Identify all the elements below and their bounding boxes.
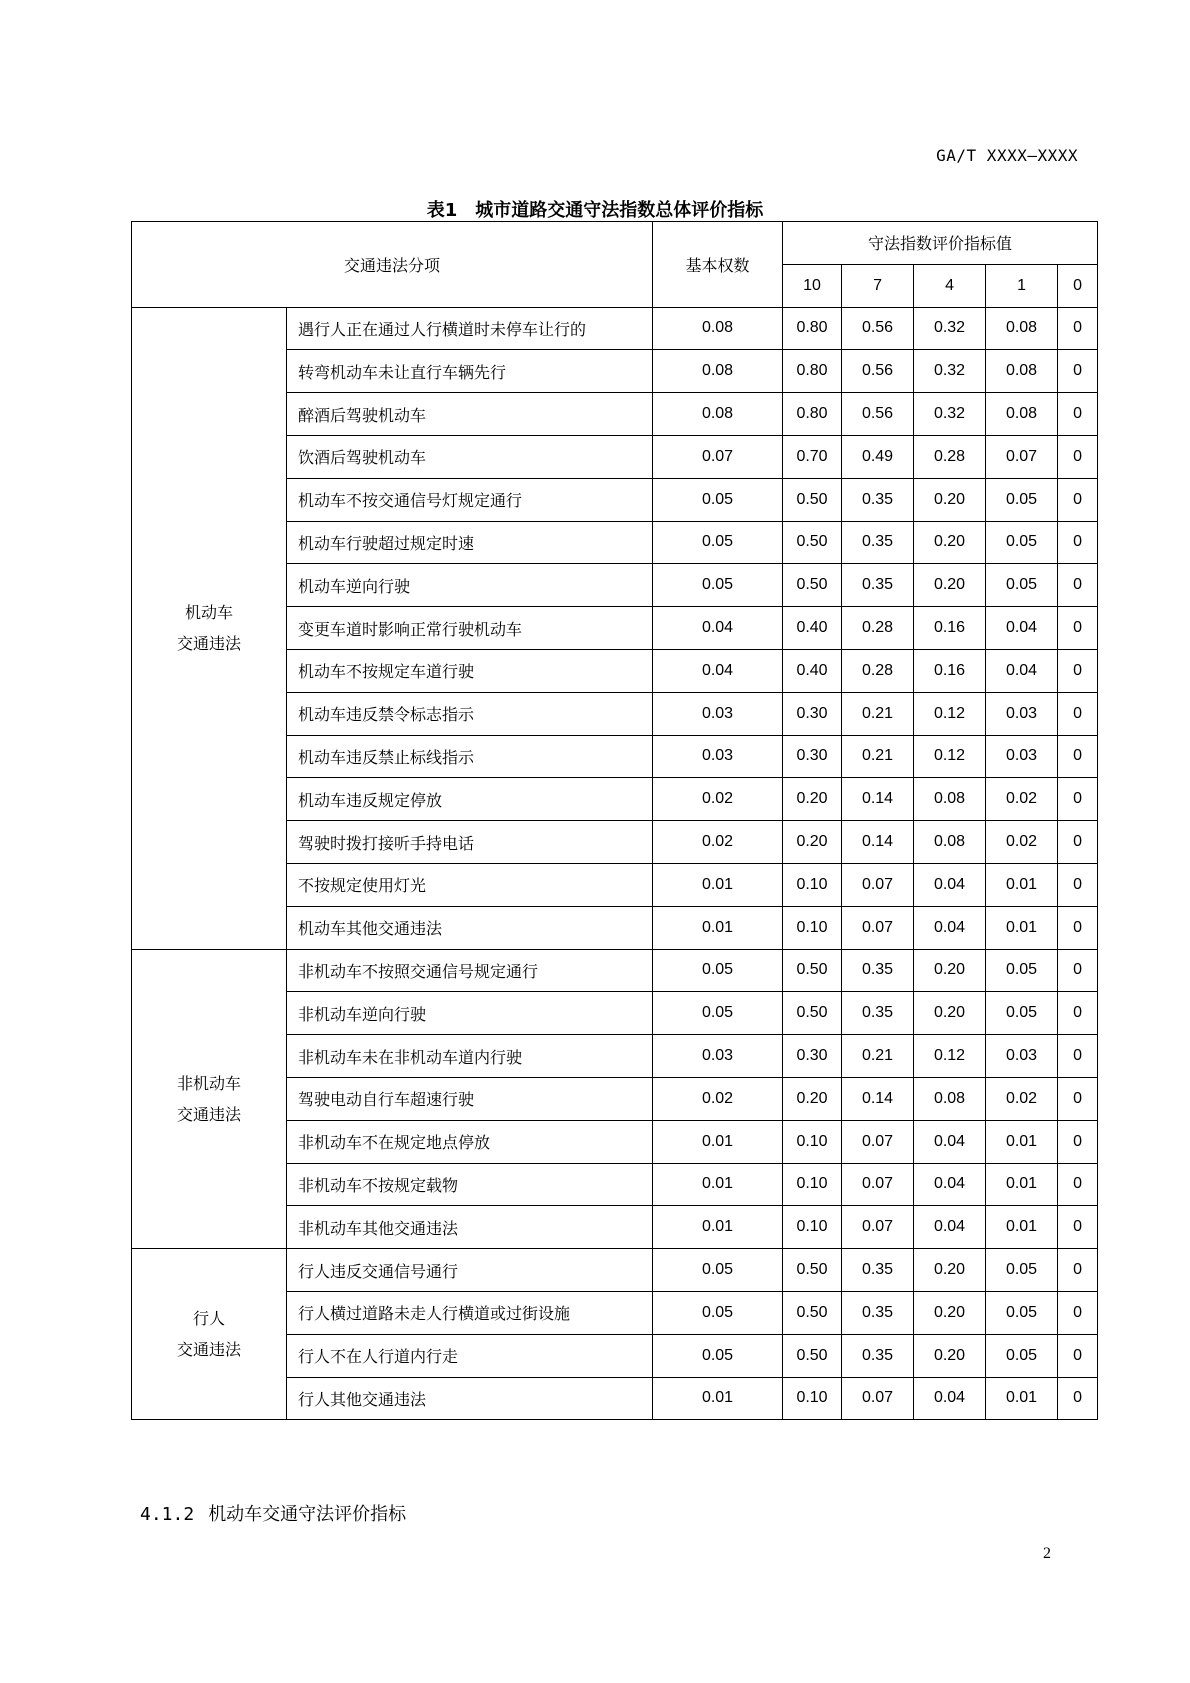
index-value-cell: 0.50 [783,1334,842,1377]
weight-cell: 0.08 [653,307,783,350]
violation-item-cell: 行人不在人行道内行走 [287,1334,653,1377]
index-value-cell: 0.56 [842,307,914,350]
index-value-cell: 0.01 [986,863,1058,906]
weight-cell: 0.02 [653,778,783,821]
index-value-cell: 0.35 [842,949,914,992]
index-value-cell: 0.70 [783,435,842,478]
index-value-cell: 0.56 [842,393,914,436]
weight-cell: 0.04 [653,607,783,650]
column-header-level: 4 [914,264,986,307]
index-value-cell: 0.80 [783,393,842,436]
weight-cell: 0.04 [653,649,783,692]
index-value-cell: 0.07 [842,1163,914,1206]
index-value-cell: 0.05 [986,478,1058,521]
index-value-cell: 0.10 [783,1163,842,1206]
violation-item-cell: 机动车逆向行驶 [287,564,653,607]
weight-cell: 0.05 [653,1291,783,1334]
violation-item-cell: 机动车违反规定停放 [287,778,653,821]
index-value-cell: 0 [1058,735,1098,778]
violation-item-cell: 驾驶时拨打接听手持电话 [287,821,653,864]
index-value-cell: 0 [1058,1334,1098,1377]
category-label-line1: 机动车 [184,603,233,623]
column-header-level: 1 [986,264,1058,307]
index-value-cell: 0.10 [783,863,842,906]
index-value-cell: 0.49 [842,435,914,478]
weight-cell: 0.02 [653,1077,783,1120]
index-value-cell: 0.04 [986,649,1058,692]
violation-item-cell: 变更车道时影响正常行驶机动车 [287,607,653,650]
violation-item-cell: 转弯机动车未让直行车辆先行 [287,350,653,393]
index-value-cell: 0.16 [914,607,986,650]
index-value-cell: 0.07 [842,906,914,949]
violation-item-cell: 机动车不按规定车道行驶 [287,649,653,692]
index-value-cell: 0.05 [986,1291,1058,1334]
index-value-cell: 0 [1058,607,1098,650]
index-value-cell: 0 [1058,906,1098,949]
index-value-cell: 0.28 [842,649,914,692]
violation-item-cell: 不按规定使用灯光 [287,863,653,906]
index-value-cell: 0.08 [914,821,986,864]
index-value-cell: 0.35 [842,992,914,1035]
index-value-cell: 0 [1058,1291,1098,1334]
category-label-line1: 行人 [192,1309,225,1329]
weight-cell: 0.05 [653,478,783,521]
index-value-cell: 0.30 [783,1035,842,1078]
index-value-cell: 0.32 [914,350,986,393]
violation-item-cell: 非机动车其他交通违法 [287,1206,653,1249]
violation-item-cell: 机动车其他交通违法 [287,906,653,949]
table-row [132,1249,1098,1292]
weight-cell: 0.03 [653,1035,783,1078]
weight-cell: 0.02 [653,821,783,864]
index-value-cell: 0.16 [914,649,986,692]
index-value-cell: 0.04 [914,1120,986,1163]
index-value-cell: 0.20 [914,949,986,992]
index-value-cell: 0.10 [783,906,842,949]
section-number: 4.1.2 [140,1504,195,1525]
index-value-cell: 0 [1058,1077,1098,1120]
table-row [132,949,1098,992]
index-value-cell: 0 [1058,435,1098,478]
violation-item-cell: 非机动车不按照交通信号规定通行 [287,949,653,992]
index-value-cell: 0.04 [914,1377,986,1420]
index-value-cell: 0.35 [842,521,914,564]
index-value-cell: 0.21 [842,692,914,735]
index-value-cell: 0.21 [842,1035,914,1078]
index-value-cell: 0 [1058,692,1098,735]
index-value-cell: 0.40 [783,607,842,650]
index-value-cell: 0 [1058,649,1098,692]
index-value-cell: 0.08 [986,307,1058,350]
violation-item-cell: 机动车不按交通信号灯规定通行 [287,478,653,521]
index-value-cell: 0 [1058,863,1098,906]
index-value-cell: 0.50 [783,1249,842,1292]
index-value-cell: 0.20 [783,821,842,864]
index-value-cell: 0.20 [914,521,986,564]
violation-item-cell: 饮酒后驾驶机动车 [287,435,653,478]
violation-item-cell: 行人横过道路未走人行横道或过街设施 [287,1291,653,1334]
index-value-cell: 0.12 [914,735,986,778]
weight-cell: 0.08 [653,350,783,393]
table-title: 表1 城市道路交通守法指数总体评价指标 [426,200,764,221]
index-value-cell: 0.05 [986,564,1058,607]
index-value-cell: 0 [1058,1377,1098,1420]
page-number: 2 [1043,1545,1051,1562]
index-value-cell: 0.01 [986,1163,1058,1206]
index-value-cell: 0.08 [986,393,1058,436]
table-row [132,307,1098,350]
index-value-cell: 0.80 [783,307,842,350]
index-value-cell: 0.02 [986,1077,1058,1120]
index-value-cell: 0.04 [986,607,1058,650]
weight-cell: 0.05 [653,564,783,607]
index-value-cell: 0.07 [842,1206,914,1249]
index-value-cell: 0.01 [986,906,1058,949]
index-value-cell: 0.04 [914,1163,986,1206]
weight-cell: 0.05 [653,1334,783,1377]
weight-cell: 0.01 [653,1163,783,1206]
weight-cell: 0.08 [653,393,783,436]
weight-cell: 0.03 [653,735,783,778]
index-value-cell: 0 [1058,393,1098,436]
column-header-level: 0 [1058,264,1098,307]
index-value-cell: 0.80 [783,350,842,393]
column-header-index-group: 守法指数评价指标值 [783,222,1098,265]
index-value-cell: 0.03 [986,1035,1058,1078]
index-value-cell: 0.35 [842,564,914,607]
index-value-cell: 0.20 [914,478,986,521]
index-value-cell: 0.07 [842,863,914,906]
index-value-cell: 0.30 [783,692,842,735]
index-value-cell: 0.03 [986,692,1058,735]
index-value-cell: 0.50 [783,564,842,607]
index-value-cell: 0.01 [986,1120,1058,1163]
index-value-cell: 0.35 [842,1334,914,1377]
index-value-cell: 0.05 [986,949,1058,992]
index-value-cell: 0.08 [914,778,986,821]
index-value-cell: 0.05 [986,1249,1058,1292]
index-value-cell: 0.08 [914,1077,986,1120]
index-value-cell: 0.12 [914,1035,986,1078]
violation-item-cell: 非机动车不在规定地点停放 [287,1120,653,1163]
category-cell [132,1249,287,1420]
index-value-cell: 0 [1058,350,1098,393]
category-label-line2: 交通违法 [176,634,241,654]
violation-item-cell: 驾驶电动自行车超速行驶 [287,1077,653,1120]
index-value-cell: 0.20 [914,1249,986,1292]
index-value-cell: 0.05 [986,992,1058,1035]
index-value-cell: 0.07 [842,1120,914,1163]
column-header-weight: 基本权数 [653,222,783,308]
index-value-cell: 0 [1058,1206,1098,1249]
index-value-cell: 0.04 [914,1206,986,1249]
index-value-cell: 0.50 [783,992,842,1035]
index-value-cell: 0.50 [783,949,842,992]
document-code: GA/T XXXX—XXXX [936,146,1078,165]
category-label-line2: 交通违法 [176,1104,241,1124]
violation-item-cell: 遇行人正在通过人行横道时未停车让行的 [287,307,653,350]
index-value-cell: 0.50 [783,521,842,564]
index-value-cell: 0.28 [842,607,914,650]
index-value-cell: 0.03 [986,735,1058,778]
index-value-cell: 0.10 [783,1120,842,1163]
index-value-cell: 0.35 [842,1291,914,1334]
weight-cell: 0.03 [653,692,783,735]
index-value-cell: 0 [1058,992,1098,1035]
index-value-cell: 0.20 [783,778,842,821]
index-value-cell: 0 [1058,307,1098,350]
index-value-cell: 0 [1058,821,1098,864]
violation-item-cell: 机动车违反禁止标线指示 [287,735,653,778]
index-value-cell: 0.40 [783,649,842,692]
weight-cell: 0.07 [653,435,783,478]
index-value-cell: 0 [1058,478,1098,521]
index-value-cell: 0.01 [986,1377,1058,1420]
index-value-cell: 0 [1058,564,1098,607]
index-value-cell: 0.14 [842,821,914,864]
weight-cell: 0.05 [653,521,783,564]
index-value-cell: 0.02 [986,778,1058,821]
index-value-cell: 0.07 [986,435,1058,478]
index-value-cell: 0.10 [783,1206,842,1249]
index-value-cell: 0 [1058,778,1098,821]
index-value-cell: 0.08 [986,350,1058,393]
category-label-line1: 非机动车 [176,1073,241,1093]
index-value-cell: 0.20 [914,992,986,1035]
category-label-line2: 交通违法 [176,1340,241,1360]
violation-item-cell: 非机动车逆向行驶 [287,992,653,1035]
index-value-cell: 0 [1058,1120,1098,1163]
index-value-cell: 0.20 [914,564,986,607]
index-value-cell: 0.10 [783,1377,842,1420]
index-value-cell: 0.35 [842,1249,914,1292]
weight-cell: 0.01 [653,1206,783,1249]
index-value-cell: 0.20 [783,1077,842,1120]
index-value-cell: 0.12 [914,692,986,735]
index-value-cell: 0.01 [986,1206,1058,1249]
index-value-cell: 0.35 [842,478,914,521]
violation-item-cell: 机动车违反禁令标志指示 [287,692,653,735]
index-value-cell: 0.20 [914,1291,986,1334]
column-header-item: 交通违法分项 [132,222,653,308]
index-value-cell: 0.02 [986,821,1058,864]
index-value-cell: 0 [1058,949,1098,992]
evaluation-index-table [131,221,1098,1420]
column-header-level: 10 [783,264,842,307]
index-value-cell: 0.50 [783,1291,842,1334]
index-value-cell: 0.04 [914,906,986,949]
violation-item-cell: 非机动车不按规定载物 [287,1163,653,1206]
index-value-cell: 0.30 [783,735,842,778]
index-value-cell: 0.50 [783,478,842,521]
index-value-cell: 0.05 [986,1334,1058,1377]
violation-item-cell: 醉酒后驾驶机动车 [287,393,653,436]
section-title: 机动车交通守法评价指标 [208,1504,407,1525]
weight-cell: 0.05 [653,992,783,1035]
violation-item-cell: 行人违反交通信号通行 [287,1249,653,1292]
section-heading [140,1500,406,1526]
index-value-cell: 0 [1058,521,1098,564]
index-value-cell: 0.07 [842,1377,914,1420]
weight-cell: 0.01 [653,863,783,906]
index-value-cell: 0.32 [914,393,986,436]
index-value-cell: 0.56 [842,350,914,393]
index-value-cell: 0 [1058,1249,1098,1292]
weight-cell: 0.05 [653,1249,783,1292]
column-header-level: 7 [842,264,914,307]
index-value-cell: 0.05 [986,521,1058,564]
weight-cell: 0.01 [653,1377,783,1420]
table-header-row [132,222,1098,265]
violation-item-cell: 非机动车未在非机动车道内行驶 [287,1035,653,1078]
weight-cell: 0.05 [653,949,783,992]
category-cell [132,307,287,949]
index-value-cell: 0.04 [914,863,986,906]
index-value-cell: 0.28 [914,435,986,478]
index-value-cell: 0.32 [914,307,986,350]
index-value-cell: 0.20 [914,1334,986,1377]
index-value-cell: 0 [1058,1035,1098,1078]
index-value-cell: 0.14 [842,1077,914,1120]
index-value-cell: 0.21 [842,735,914,778]
violation-item-cell: 机动车行驶超过规定时速 [287,521,653,564]
index-value-cell: 0.14 [842,778,914,821]
index-value-cell: 0 [1058,1163,1098,1206]
violation-item-cell: 行人其他交通违法 [287,1377,653,1420]
weight-cell: 0.01 [653,1120,783,1163]
weight-cell: 0.01 [653,906,783,949]
category-cell [132,949,287,1249]
